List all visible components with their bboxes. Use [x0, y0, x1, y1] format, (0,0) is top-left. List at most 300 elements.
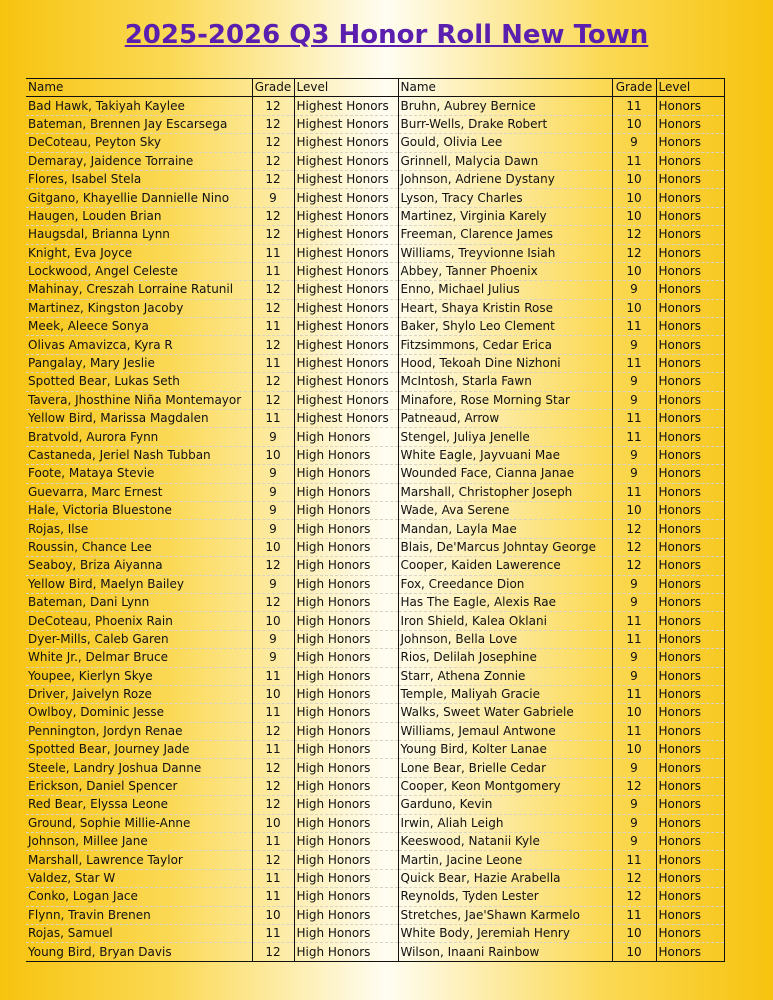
- cell-level-right: Honors: [656, 833, 724, 851]
- cell-level-right: Honors: [656, 97, 724, 115]
- cell-level-left: Highest Honors: [294, 115, 398, 133]
- table-row: [26, 924, 724, 942]
- cell-name-left: Flores, Isabel Stela: [28, 172, 142, 187]
- cell-name-right: White Body, Jeremiah Henry: [398, 924, 612, 942]
- cell-level-left: Highest Honors: [294, 299, 398, 317]
- cell-name-left: White Jr., Delmar Bruce: [28, 650, 169, 665]
- cell-grade-left: 12: [252, 943, 294, 961]
- cell-grade-right: 11: [612, 97, 656, 115]
- cell-level-left: High Honors: [294, 538, 398, 556]
- cell-name-left: Bateman, Brennen Jay Escarsega: [28, 116, 228, 131]
- cell-grade-left: 11: [252, 667, 294, 685]
- cell-level-left: Highest Honors: [294, 207, 398, 225]
- cell-grade-right: 10: [612, 189, 656, 207]
- cell-level-right: Honors: [656, 410, 724, 428]
- cell-grade-right: 9: [612, 649, 656, 667]
- cell-grade-right: 9: [612, 814, 656, 832]
- cell-name-right: McIntosh, Starla Fawn: [398, 373, 612, 391]
- cell-name-left: Guevarra, Marc Ernest: [28, 484, 163, 499]
- cell-grade-left: 9: [252, 630, 294, 648]
- table-row: [26, 428, 724, 446]
- table-row: [26, 244, 724, 262]
- table-row: [26, 262, 724, 280]
- table-row: [26, 501, 724, 519]
- cell-grade-left: 12: [252, 777, 294, 795]
- table-row: [26, 226, 724, 244]
- table-row: [26, 97, 724, 115]
- cell-name-left: Erickson, Daniel Spencer: [28, 779, 178, 794]
- cell-level-right: Honors: [656, 501, 724, 519]
- cell-grade-right: 9: [612, 759, 656, 777]
- cell-level-right: Honors: [656, 888, 724, 906]
- cell-grade-right: 10: [612, 299, 656, 317]
- cell-name-right: Burr-Wells, Drake Robert: [398, 115, 612, 133]
- cell-level-left: Highest Honors: [294, 170, 398, 188]
- cell-level-left: Highest Honors: [294, 97, 398, 115]
- cell-name-right: Baker, Shylo Leo Clement: [398, 318, 612, 336]
- cell-grade-right: 11: [612, 630, 656, 648]
- cell-name-right: Quick Bear, Hazie Arabella: [398, 869, 612, 887]
- cell-grade-left: 11: [252, 833, 294, 851]
- cell-grade-left: 9: [252, 483, 294, 501]
- cell-level-right: Honors: [656, 391, 724, 409]
- table-row: [26, 115, 724, 133]
- cell-level-left: High Honors: [294, 759, 398, 777]
- cell-level-right: Honors: [656, 207, 724, 225]
- cell-name-right: Temple, Maliyah Gracie: [398, 685, 612, 703]
- cell-grade-left: 12: [252, 796, 294, 814]
- cell-grade-left: 12: [252, 152, 294, 170]
- cell-grade-right: 11: [612, 318, 656, 336]
- cell-name-right: Williams, Treyvionne Isiah: [398, 244, 612, 262]
- cell-grade-left: 11: [252, 741, 294, 759]
- cell-grade-left: 11: [252, 318, 294, 336]
- cell-grade-left: 12: [252, 97, 294, 115]
- cell-level-left: High Honors: [294, 630, 398, 648]
- table-row: [26, 722, 724, 740]
- header-level-left: Level: [294, 79, 398, 97]
- cell-grade-left: 12: [252, 557, 294, 575]
- cell-level-right: Honors: [656, 630, 724, 648]
- cell-grade-right: 9: [612, 833, 656, 851]
- cell-grade-right: 10: [612, 262, 656, 280]
- cell-level-right: Honors: [656, 906, 724, 924]
- cell-grade-right: 12: [612, 869, 656, 887]
- cell-level-right: Honors: [656, 446, 724, 464]
- cell-level-right: Honors: [656, 851, 724, 869]
- cell-grade-left: 10: [252, 906, 294, 924]
- cell-name-right: Stengel, Juliya Jenelle: [398, 428, 612, 446]
- cell-grade-right: 9: [612, 134, 656, 152]
- table-row: [26, 888, 724, 906]
- cell-level-right: Honors: [656, 557, 724, 575]
- cell-level-right: Honors: [656, 704, 724, 722]
- cell-level-right: Honors: [656, 685, 724, 703]
- table-row: [26, 869, 724, 887]
- cell-grade-right: 9: [612, 667, 656, 685]
- cell-name-left: Pennington, Jordyn Renae: [28, 723, 183, 738]
- cell-level-left: High Honors: [294, 557, 398, 575]
- cell-grade-left: 12: [252, 759, 294, 777]
- table-row: [26, 851, 724, 869]
- table-row: [26, 630, 724, 648]
- cell-grade-left: 12: [252, 851, 294, 869]
- cell-level-right: Honors: [656, 244, 724, 262]
- cell-level-left: High Honors: [294, 575, 398, 593]
- cell-grade-right: 11: [612, 410, 656, 428]
- table-row: [26, 354, 724, 372]
- cell-name-right: Martinez, Virginia Karely: [398, 207, 612, 225]
- cell-name-left: Roussin, Chance Lee: [28, 539, 152, 554]
- cell-name-left: Conko, Logan Jace: [28, 889, 138, 904]
- table-row: [26, 446, 724, 464]
- cell-name-left: Valdez, Star W: [28, 870, 116, 885]
- table-row: [26, 649, 724, 667]
- header-name-left: Name: [28, 80, 64, 95]
- cell-name-left: Young Bird, Bryan Davis: [28, 944, 172, 959]
- cell-grade-left: 12: [252, 170, 294, 188]
- cell-name-right: Keeswood, Natanii Kyle: [398, 833, 612, 851]
- cell-name-right: Has The Eagle, Alexis Rae: [398, 593, 612, 611]
- cell-name-right: Johnson, Bella Love: [398, 630, 612, 648]
- cell-name-right: Fitzsimmons, Cedar Erica: [398, 336, 612, 354]
- cell-grade-left: 9: [252, 465, 294, 483]
- cell-level-right: Honors: [656, 115, 724, 133]
- cell-name-right: Irwin, Aliah Leigh: [398, 814, 612, 832]
- table-row: [26, 538, 724, 556]
- cell-grade-left: 10: [252, 446, 294, 464]
- table-row: [26, 281, 724, 299]
- cell-level-left: Highest Honors: [294, 189, 398, 207]
- table-row: [26, 943, 724, 961]
- cell-name-left: Lockwood, Angel Celeste: [28, 264, 178, 279]
- cell-grade-right: 9: [612, 575, 656, 593]
- table-row: [26, 593, 724, 611]
- cell-grade-left: 10: [252, 538, 294, 556]
- cell-grade-right: 10: [612, 207, 656, 225]
- cell-grade-left: 10: [252, 612, 294, 630]
- cell-level-right: Honors: [656, 796, 724, 814]
- cell-level-right: Honors: [656, 777, 724, 795]
- cell-name-left: DeCoteau, Phoenix Rain: [28, 613, 173, 628]
- cell-grade-left: 12: [252, 226, 294, 244]
- cell-grade-left: 11: [252, 888, 294, 906]
- cell-name-left: Haugsdal, Brianna Lynn: [28, 227, 170, 242]
- cell-name-right: White Eagle, Jayvuani Mae: [398, 446, 612, 464]
- cell-level-right: Honors: [656, 354, 724, 372]
- cell-grade-left: 9: [252, 575, 294, 593]
- cell-level-right: Honors: [656, 943, 724, 961]
- table-row: [26, 152, 724, 170]
- cell-grade-right: 10: [612, 741, 656, 759]
- cell-grade-right: 11: [612, 722, 656, 740]
- cell-name-right: Cooper, Kaiden Lawerence: [398, 557, 612, 575]
- table-row: [26, 777, 724, 795]
- cell-level-right: Honors: [656, 869, 724, 887]
- cell-name-left: DeCoteau, Peyton Sky: [28, 135, 162, 150]
- cell-grade-right: 9: [612, 391, 656, 409]
- cell-level-right: Honors: [656, 483, 724, 501]
- cell-name-right: Stretches, Jae'Shawn Karmelo: [398, 906, 612, 924]
- cell-name-right: Wounded Face, Cianna Janae: [398, 465, 612, 483]
- cell-name-left: Haugen, Louden Brian: [28, 208, 162, 223]
- cell-name-right: Mandan, Layla Mae: [398, 520, 612, 538]
- table-row: [26, 410, 724, 428]
- cell-level-right: Honors: [656, 538, 724, 556]
- cell-level-left: High Honors: [294, 741, 398, 759]
- cell-name-left: Gitgano, Khayellie Dannielle Nino: [28, 190, 230, 205]
- table-row: [26, 483, 724, 501]
- cell-level-right: Honors: [656, 134, 724, 152]
- cell-level-right: Honors: [656, 593, 724, 611]
- cell-level-right: Honors: [656, 373, 724, 391]
- cell-level-left: Highest Honors: [294, 354, 398, 372]
- cell-name-left: Martinez, Kingston Jacoby: [28, 300, 184, 315]
- cell-name-left: Marshall, Lawrence Taylor: [28, 852, 183, 867]
- table-row: [26, 814, 724, 832]
- table-row: [26, 704, 724, 722]
- cell-name-left: Dyer-Mills, Caleb Garen: [28, 631, 169, 646]
- cell-name-right: Reynolds, Tyden Lester: [398, 888, 612, 906]
- cell-level-left: Highest Honors: [294, 410, 398, 428]
- cell-name-left: Tavera, Jhosthine Niña Montemayor: [28, 392, 242, 407]
- cell-grade-right: 10: [612, 924, 656, 942]
- cell-grade-left: 12: [252, 722, 294, 740]
- cell-grade-left: 11: [252, 354, 294, 372]
- cell-level-right: Honors: [656, 281, 724, 299]
- cell-level-right: Honors: [656, 226, 724, 244]
- cell-grade-left: 9: [252, 428, 294, 446]
- page-title: 2025-2026 Q3 Honor Roll New Town: [124, 20, 649, 50]
- cell-grade-right: 9: [612, 796, 656, 814]
- cell-level-right: Honors: [656, 465, 724, 483]
- cell-level-left: Highest Honors: [294, 373, 398, 391]
- cell-grade-left: 12: [252, 391, 294, 409]
- cell-level-left: High Honors: [294, 888, 398, 906]
- table-row: [26, 318, 724, 336]
- cell-grade-right: 11: [612, 612, 656, 630]
- cell-name-right: Grinnell, Malycia Dawn: [398, 152, 612, 170]
- cell-grade-left: 12: [252, 134, 294, 152]
- table-row: [26, 575, 724, 593]
- cell-level-right: Honors: [656, 189, 724, 207]
- cell-level-right: Honors: [656, 262, 724, 280]
- table-row: [26, 299, 724, 317]
- header-grade-right: Grade: [612, 79, 656, 97]
- cell-grade-left: 10: [252, 814, 294, 832]
- cell-name-left: Johnson, Millee Jane: [28, 834, 148, 849]
- cell-level-left: Highest Honors: [294, 244, 398, 262]
- cell-name-right: Starr, Athena Zonnie: [398, 667, 612, 685]
- cell-level-right: Honors: [656, 428, 724, 446]
- cell-name-right: Young Bird, Kolter Lanae: [398, 741, 612, 759]
- cell-grade-left: 11: [252, 410, 294, 428]
- cell-level-left: High Honors: [294, 924, 398, 942]
- table-row: [26, 833, 724, 851]
- cell-name-right: Garduno, Kevin: [398, 796, 612, 814]
- cell-grade-right: 10: [612, 501, 656, 519]
- cell-level-left: High Honors: [294, 814, 398, 832]
- table-row: [26, 134, 724, 152]
- cell-name-left: Olivas Amavizca, Kyra R: [28, 337, 173, 352]
- table-row: [26, 189, 724, 207]
- cell-level-right: Honors: [656, 299, 724, 317]
- cell-grade-right: 10: [612, 170, 656, 188]
- cell-level-right: Honors: [656, 814, 724, 832]
- cell-grade-right: 9: [612, 446, 656, 464]
- cell-level-left: Highest Honors: [294, 226, 398, 244]
- cell-level-left: High Honors: [294, 428, 398, 446]
- header-level-right: Level: [656, 79, 724, 97]
- cell-grade-right: 12: [612, 520, 656, 538]
- cell-level-left: High Honors: [294, 833, 398, 851]
- cell-grade-right: 11: [612, 906, 656, 924]
- cell-level-right: Honors: [656, 612, 724, 630]
- cell-grade-left: 11: [252, 869, 294, 887]
- cell-name-left: Seaboy, Briza Aiyanna: [28, 558, 163, 573]
- cell-name-left: Pangalay, Mary Jeslie: [28, 356, 155, 371]
- cell-level-left: Highest Honors: [294, 336, 398, 354]
- cell-grade-right: 10: [612, 704, 656, 722]
- cell-level-left: High Honors: [294, 593, 398, 611]
- cell-name-left: Bratvold, Aurora Fynn: [28, 429, 159, 444]
- cell-grade-left: 11: [252, 262, 294, 280]
- cell-level-right: Honors: [656, 924, 724, 942]
- header-grade-left: Grade: [252, 79, 294, 97]
- cell-name-left: Owlboy, Dominic Jesse: [28, 705, 165, 720]
- cell-level-right: Honors: [656, 667, 724, 685]
- cell-level-left: High Honors: [294, 906, 398, 924]
- cell-level-right: Honors: [656, 170, 724, 188]
- cell-grade-right: 11: [612, 428, 656, 446]
- cell-grade-right: 10: [612, 115, 656, 133]
- cell-level-left: Highest Honors: [294, 152, 398, 170]
- cell-grade-left: 9: [252, 189, 294, 207]
- cell-grade-right: 9: [612, 593, 656, 611]
- cell-name-right: Iron Shield, Kalea Oklani: [398, 612, 612, 630]
- table-row: [26, 336, 724, 354]
- cell-grade-left: 9: [252, 501, 294, 519]
- cell-level-right: Honors: [656, 336, 724, 354]
- cell-grade-right: 9: [612, 465, 656, 483]
- cell-grade-right: 12: [612, 538, 656, 556]
- cell-grade-left: 12: [252, 593, 294, 611]
- header-name-right: Name: [398, 79, 612, 97]
- cell-grade-right: 11: [612, 685, 656, 703]
- cell-grade-left: 12: [252, 207, 294, 225]
- cell-name-left: Castaneda, Jeriel Nash Tubban: [28, 448, 211, 462]
- cell-name-left: Bad Hawk, Takiyah Kaylee: [28, 98, 185, 113]
- cell-grade-right: 11: [612, 152, 656, 170]
- cell-grade-right: 12: [612, 244, 656, 262]
- cell-name-left: Youpee, Kierlyn Skye: [28, 668, 153, 683]
- cell-grade-left: 12: [252, 281, 294, 299]
- table-row: [26, 207, 724, 225]
- cell-grade-right: 12: [612, 777, 656, 795]
- cell-name-left: Flynn, Travin Brenen: [28, 907, 151, 922]
- cell-level-left: High Honors: [294, 483, 398, 501]
- cell-name-left: Red Bear, Elyssa Leone: [28, 797, 169, 812]
- table-row: [26, 906, 724, 924]
- cell-name-right: Hood, Tekoah Dine Nizhoni: [398, 354, 612, 372]
- cell-level-left: High Honors: [294, 501, 398, 519]
- cell-name-right: Enno, Michael Julius: [398, 281, 612, 299]
- cell-grade-right: 11: [612, 483, 656, 501]
- cell-level-right: Honors: [656, 152, 724, 170]
- cell-name-right: Lone Bear, Brielle Cedar: [398, 759, 612, 777]
- cell-name-left: Spotted Bear, Lukas Seth: [28, 374, 180, 389]
- cell-level-left: High Honors: [294, 869, 398, 887]
- cell-name-left: Foote, Mataya Stevie: [28, 466, 155, 481]
- cell-level-left: High Honors: [294, 851, 398, 869]
- cell-grade-right: 10: [612, 943, 656, 961]
- cell-level-left: High Honors: [294, 796, 398, 814]
- cell-name-right: Wade, Ava Serene: [398, 501, 612, 519]
- cell-name-left: Driver, Jaivelyn Roze: [28, 687, 152, 702]
- cell-level-left: High Honors: [294, 465, 398, 483]
- cell-grade-right: 12: [612, 557, 656, 575]
- cell-level-right: Honors: [656, 759, 724, 777]
- cell-name-right: Minafore, Rose Morning Star: [398, 391, 612, 409]
- cell-grade-right: 12: [612, 888, 656, 906]
- table-row: [26, 373, 724, 391]
- cell-level-left: Highest Honors: [294, 318, 398, 336]
- cell-name-right: Gould, Olivia Lee: [398, 134, 612, 152]
- cell-level-left: High Honors: [294, 685, 398, 703]
- cell-grade-right: 11: [612, 851, 656, 869]
- cell-name-right: Martin, Jacine Leone: [398, 851, 612, 869]
- cell-grade-left: 12: [252, 299, 294, 317]
- cell-level-left: Highest Honors: [294, 134, 398, 152]
- cell-grade-right: 9: [612, 281, 656, 299]
- honor-roll-table: [26, 78, 725, 962]
- header-row: [26, 79, 724, 97]
- cell-level-left: Highest Honors: [294, 391, 398, 409]
- table-row: [26, 391, 724, 409]
- table-row: [26, 170, 724, 188]
- cell-grade-left: 12: [252, 336, 294, 354]
- cell-name-right: Freeman, Clarence James: [398, 226, 612, 244]
- cell-name-left: Rojas, Ilse: [28, 521, 89, 536]
- cell-level-left: High Honors: [294, 446, 398, 464]
- cell-name-left: Knight, Eva Joyce: [28, 245, 133, 260]
- cell-grade-left: 11: [252, 924, 294, 942]
- table-row: [26, 465, 724, 483]
- cell-level-right: Honors: [656, 741, 724, 759]
- cell-name-right: Wilson, Inaani Rainbow: [398, 943, 612, 961]
- cell-grade-right: 9: [612, 336, 656, 354]
- cell-name-right: Patneaud, Arrow: [398, 410, 612, 428]
- cell-level-left: High Honors: [294, 722, 398, 740]
- cell-grade-left: 12: [252, 115, 294, 133]
- cell-name-right: Johnson, Adriene Dystany: [398, 170, 612, 188]
- table-row: [26, 557, 724, 575]
- cell-level-right: Honors: [656, 520, 724, 538]
- cell-level-left: High Honors: [294, 777, 398, 795]
- cell-name-left: Rojas, Samuel: [28, 926, 113, 941]
- cell-grade-left: 9: [252, 649, 294, 667]
- cell-level-left: High Honors: [294, 943, 398, 961]
- table-row: [26, 520, 724, 538]
- cell-level-right: Honors: [656, 722, 724, 740]
- cell-level-left: High Honors: [294, 520, 398, 538]
- cell-name-right: Walks, Sweet Water Gabriele: [398, 704, 612, 722]
- cell-grade-left: 9: [252, 520, 294, 538]
- cell-grade-left: 11: [252, 704, 294, 722]
- cell-grade-right: 12: [612, 226, 656, 244]
- cell-name-left: Bateman, Dani Lynn: [28, 595, 150, 610]
- cell-name-right: Rios, Delilah Josephine: [398, 649, 612, 667]
